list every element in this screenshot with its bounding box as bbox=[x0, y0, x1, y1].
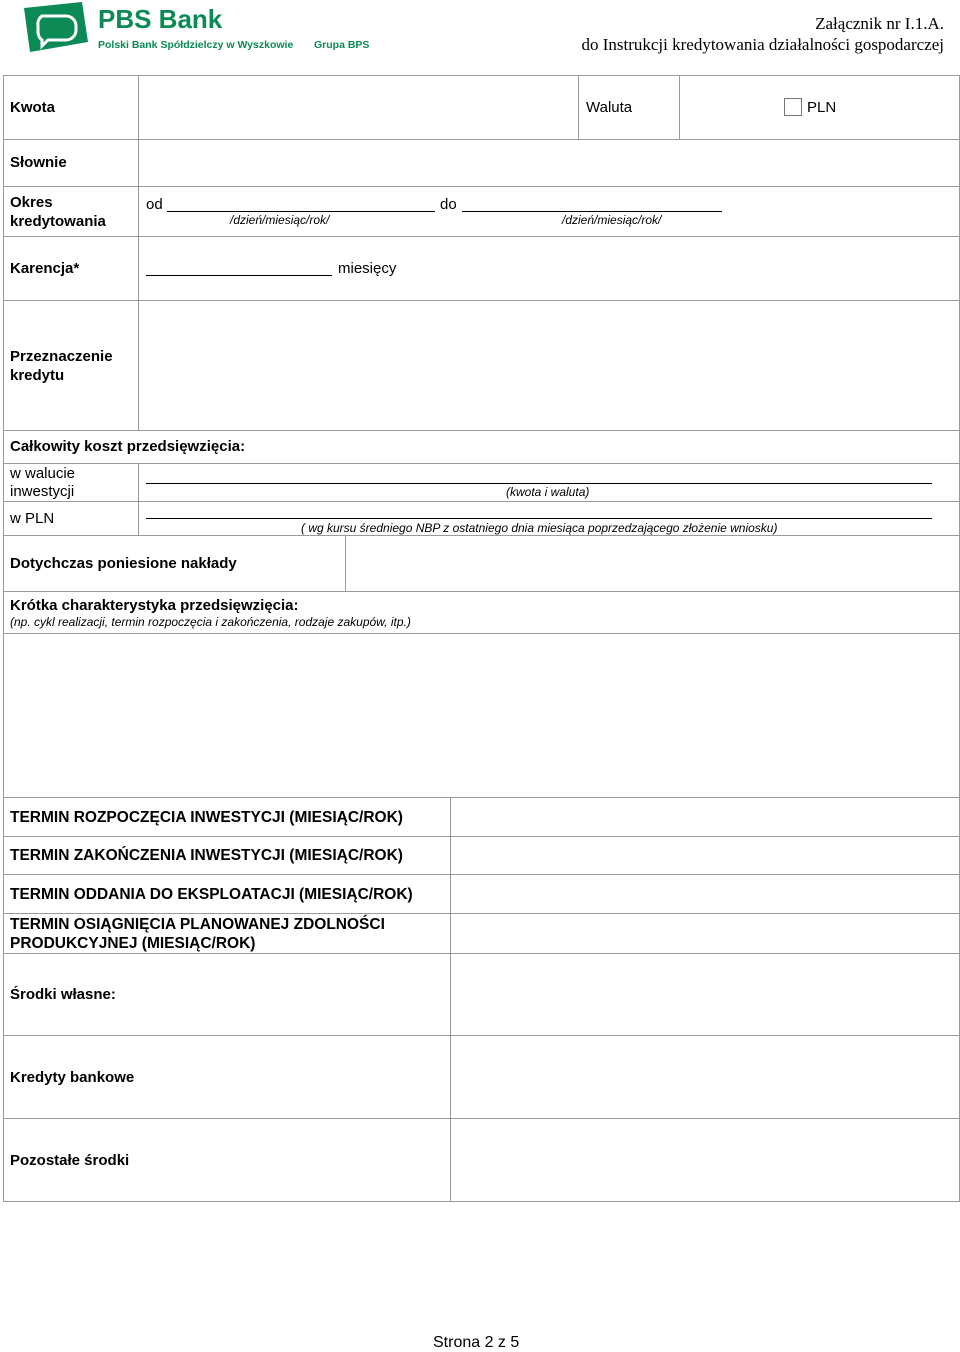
naklady-input[interactable] bbox=[347, 537, 958, 590]
termin-osiagniecia-input[interactable] bbox=[452, 915, 958, 952]
karencja-label: Karencja* bbox=[10, 260, 80, 277]
w-pln-label: w PLN bbox=[10, 510, 55, 527]
charakterystyka-input[interactable] bbox=[5, 635, 958, 796]
slownie-label: Słownie bbox=[10, 154, 67, 171]
attachment-instruction: do Instrukcji kredytowania działalności gospodarczej bbox=[581, 35, 944, 54]
od-date-hint: /dzień/miesiąc/rok/ bbox=[230, 213, 330, 227]
srodki-wlasne-input[interactable] bbox=[452, 955, 958, 1034]
attachment-number: Załącznik nr I.1.A. bbox=[815, 14, 944, 33]
kwota-label: Kwota bbox=[10, 99, 55, 116]
waluta-label: Waluta bbox=[586, 99, 633, 116]
przeznaczenie-input[interactable] bbox=[140, 302, 958, 428]
kredyty-bankowe-input[interactable] bbox=[452, 1037, 958, 1117]
srodki-wlasne-label: Środki własne: bbox=[10, 986, 116, 1003]
bank-subtitle: Polski Bank Spółdzielczy w Wyszkowie bbox=[98, 39, 294, 51]
termin-oddania-input[interactable] bbox=[452, 876, 958, 912]
page-number: Strona 2 z 5 bbox=[433, 1334, 520, 1351]
charakterystyka-label: Krótka charakterystyka przedsięwzięcia: bbox=[10, 597, 299, 614]
w-walucie-label: w walucie inwestycji bbox=[10, 465, 76, 500]
do-label: do bbox=[440, 196, 457, 213]
pozostale-srodki-input[interactable] bbox=[452, 1120, 958, 1200]
przeznaczenie-label: Przeznaczenie kredytu bbox=[10, 348, 113, 384]
w-pln-field[interactable] bbox=[146, 518, 932, 519]
naklady-label: Dotychczas poniesione nakłady bbox=[10, 555, 237, 572]
termin-zakonczenia-label: TERMIN ZAKOŃCZENIA INWESTYCJI (MIESIĄC/ROK) bbox=[10, 847, 403, 864]
logo-emblem-icon bbox=[18, 2, 92, 54]
pln-checkbox[interactable] bbox=[784, 98, 802, 116]
termin-zakonczenia-input[interactable] bbox=[452, 838, 958, 873]
okres-label: Okres kredytowania bbox=[10, 194, 106, 230]
termin-oddania-label: TERMIN ODDANIA DO EKSPLOATACJI (MIESIĄC/ROK) bbox=[10, 886, 413, 903]
pozostale-srodki-label: Pozostałe środki bbox=[10, 1152, 130, 1169]
slownie-input[interactable] bbox=[140, 141, 958, 185]
koszt-heading: Całkowity koszt przedsięwzięcia: bbox=[10, 438, 246, 455]
bank-logo bbox=[18, 2, 378, 54]
bank-name: PBS Bank bbox=[98, 4, 223, 34]
kredyty-bankowe-label: Kredyty bankowe bbox=[10, 1069, 135, 1086]
do-date-hint: /dzień/miesiąc/rok/ bbox=[562, 213, 662, 227]
kwota-waluta-hint: (kwota i waluta) bbox=[506, 485, 590, 499]
termin-rozpoczecia-label: TERMIN ROZPOCZĘCIA INWESTYCJI (MIESIĄC/ROK) bbox=[10, 809, 403, 826]
od-date-field[interactable] bbox=[167, 211, 435, 212]
w-walucie-field[interactable] bbox=[146, 483, 932, 484]
do-date-field[interactable] bbox=[462, 211, 722, 212]
bank-group: Grupa BPS bbox=[314, 39, 370, 51]
karencja-field[interactable] bbox=[146, 275, 332, 276]
termin-rozpoczecia-input[interactable] bbox=[452, 799, 958, 835]
kwota-input[interactable] bbox=[140, 77, 576, 137]
nbp-hint: ( wg kursu średniego NBP z ostatniego dnia miesiąca poprzedzającego złożenie wniosku) bbox=[301, 521, 778, 535]
miesiecy-label: miesięcy bbox=[338, 260, 397, 277]
pln-label: PLN bbox=[807, 99, 837, 116]
od-label: od bbox=[146, 196, 163, 213]
termin-osiagniecia-label: TERMIN OSIĄGNIĘCIA PLANOWANEJ ZDOLNOŚCI PRODUKCYJNEJ (MIESIĄC/ROK) bbox=[10, 916, 385, 952]
charakterystyka-hint: (np. cykl realizacji, termin rozpoczęcia i zakończenia, rodzaje zakupów, itp.) bbox=[10, 615, 411, 629]
